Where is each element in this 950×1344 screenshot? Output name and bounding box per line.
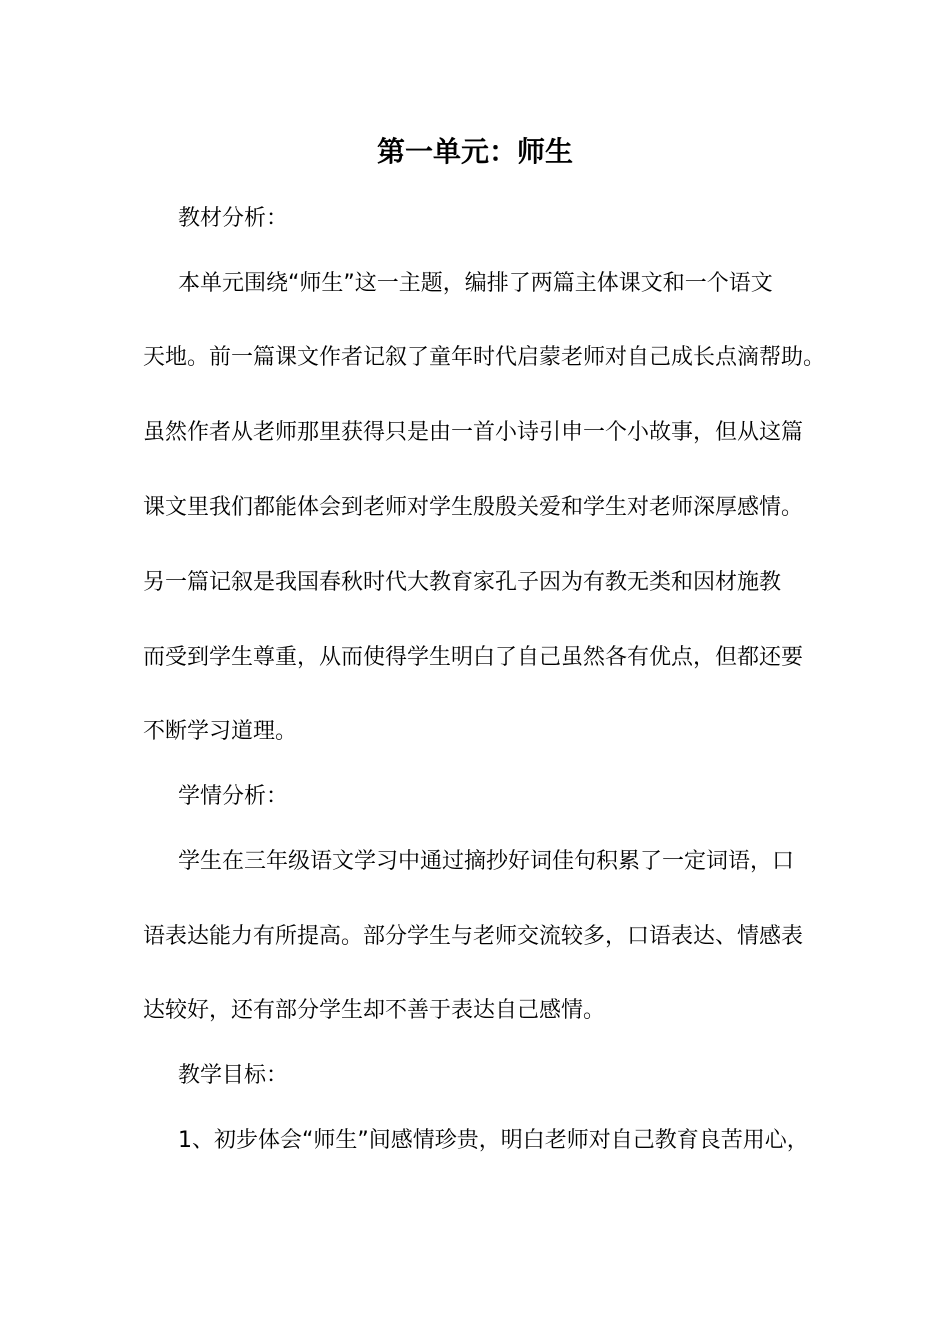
paragraph-line: 本单元围绕“师生”这一主题，编排了两篇主体课文和一个语文 [178,271,773,296]
paragraph-line: 另一篇记叙是我国春秋时代大教育家孔子因为有教无类和因材施教 [143,570,782,595]
heading-learner-analysis: 学情分析： [178,784,289,809]
heading-textbook-analysis: 教材分析： [178,206,289,231]
paragraph-line: 而受到学生尊重，从而使得学生明白了自己虽然各有优点，但都还要 [143,645,804,670]
paragraph-line: 不断学习道理。 [143,719,298,744]
paragraph-line: 达较好，还有部分学生却不善于表达自己感情。 [143,998,606,1023]
paragraph-line: 语表达能力有所提高。部分学生与老师交流较多，口语表达、情感表 [143,924,804,949]
paragraph-line: 学生在三年级语文学习中通过摘抄好词佳句积累了一定词语，口 [178,849,795,874]
goal-item: 1、初步体会“师生”间感情珍贵，明白老师对自己教育良苦用心， [178,1128,809,1153]
paragraph-line: 天地。前一篇课文作者记叙了童年时代启蒙老师对自己成长点滴帮助。 [143,345,826,370]
heading-teaching-goals: 教学目标： [178,1063,289,1088]
page-title: 第一单元：师生 [376,135,573,168]
paragraph-line: 虽然作者从老师那里获得只是由一首小诗引申一个小故事，但从这篇 [143,420,804,445]
paragraph-line: 课文里我们都能体会到老师对学生殷殷关爱和学生对老师深厚感情。 [143,495,804,520]
